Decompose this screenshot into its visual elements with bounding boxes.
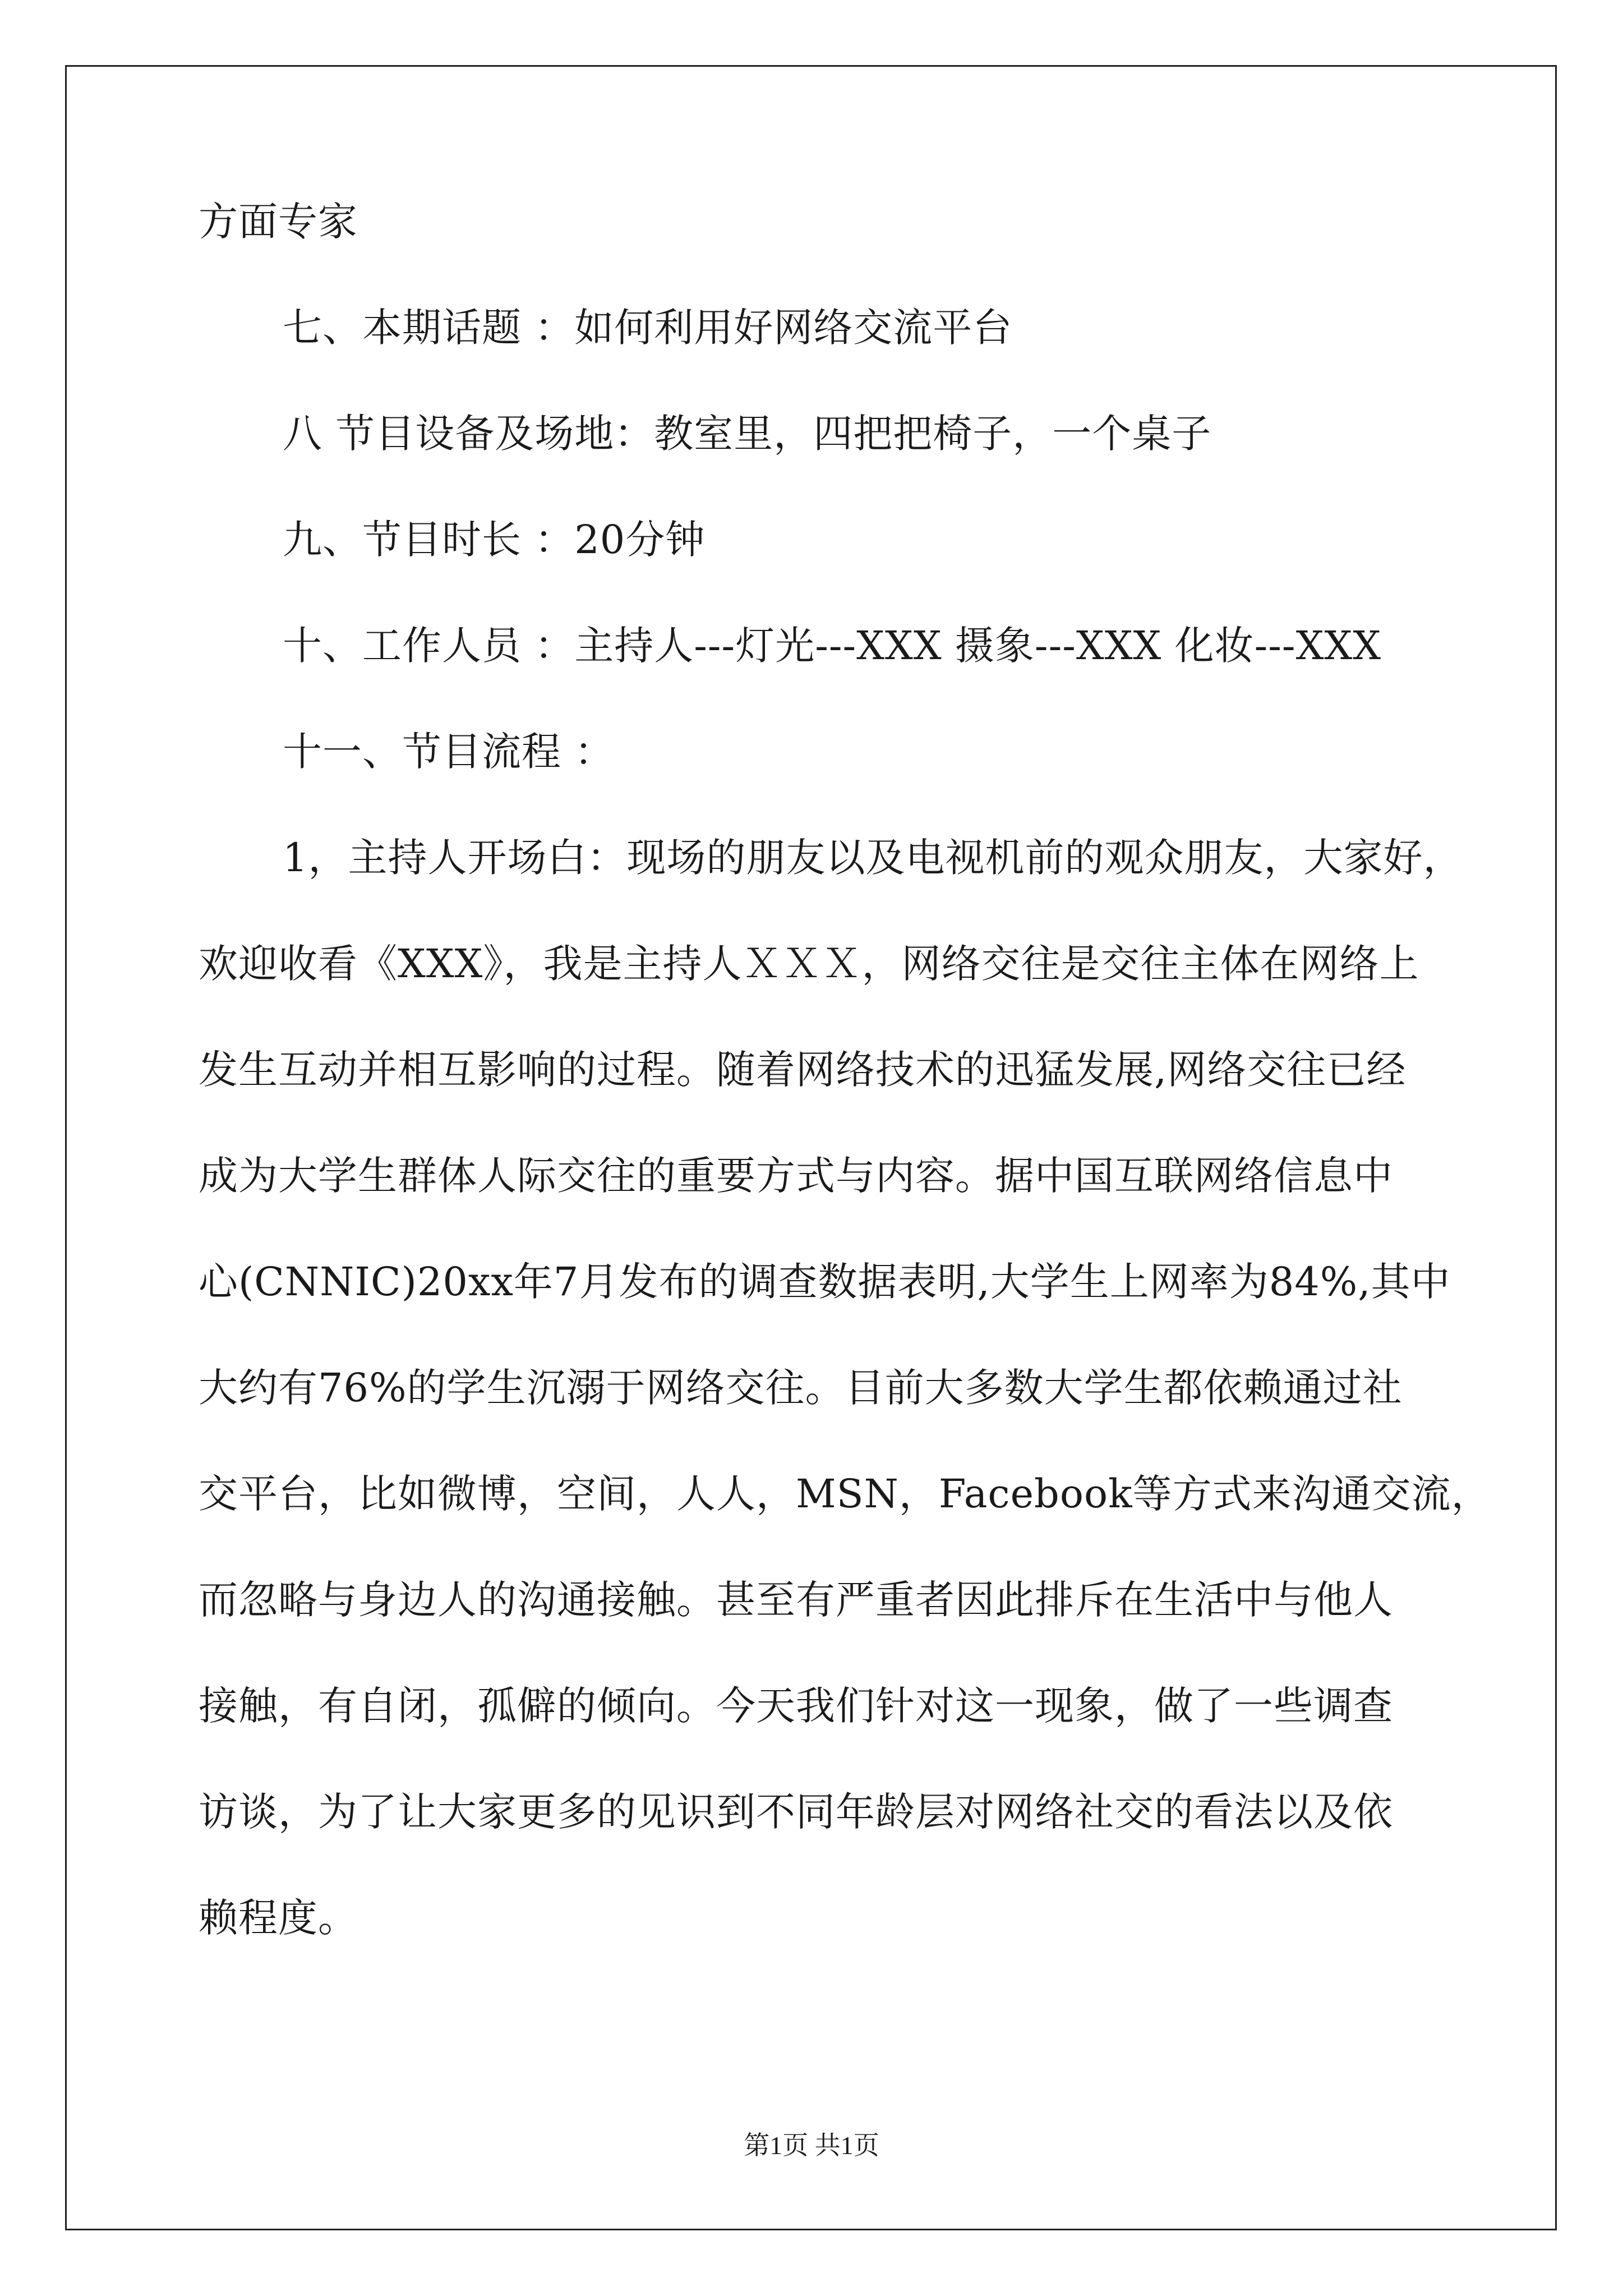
paragraph-line: 大约有76%的学生沉溺于网络交往。目前大多数大学生都依赖通过社: [199, 1365, 1403, 1411]
paragraph-line: 心(CNNIC)20xx年7月发布的调查数据表明,大学生上网率为84%,其中: [199, 1259, 1451, 1305]
paragraph-line: 欢迎收看《XXX》，我是主持人ＸＸＸ，网络交往是交往主体在网络上: [199, 941, 1419, 987]
paragraph-line: 1，主持人开场白：现场的朋友以及电视机前的观众朋友，大家好，: [283, 835, 1463, 881]
paragraph-line: 接触，有自闭，孤僻的倾向。今天我们针对这一现象，做了一些调查: [199, 1683, 1393, 1729]
section-staff: 十、工作人员 ：主持人---灯光---XXX 摄象---XXX 化妆---XXX: [283, 623, 1382, 669]
document-body: [199, 199, 1491, 2004]
section-topic: 七、本期话题 ：如何利用好网络交流平台: [283, 305, 1013, 351]
paragraph-line: 发生互动并相互影响的过程。随着网络技术的迅猛发展,网络交往已经: [199, 1047, 1407, 1093]
section-process-heading: 十一、节目流程 ：: [283, 729, 615, 775]
paragraph-line: 赖程度。: [199, 1895, 358, 1941]
paragraph-line: 成为大学生群体人际交往的重要方式与内容。据中国互联网络信息中: [199, 1153, 1393, 1199]
paragraph-line: 交平台，比如微博，空间，人人，MSN，Facebook等方式来沟通交流，: [199, 1471, 1491, 1517]
section-equipment: 八 节目设备及场地：教室里，四把把椅子，一个桌子: [283, 411, 1212, 457]
paragraph-line: 访谈，为了让大家更多的见识到不同年龄层对网络社交的看法以及依: [199, 1789, 1393, 1835]
paragraph-line: 而忽略与身边人的沟通接触。甚至有严重者因此排斥在生活中与他人: [199, 1577, 1393, 1623]
page-footer: 第1页 共1页: [744, 2131, 879, 2160]
line-0: 方面专家: [199, 199, 358, 245]
section-duration: 九、节目时长 ：20分钟: [283, 517, 706, 563]
